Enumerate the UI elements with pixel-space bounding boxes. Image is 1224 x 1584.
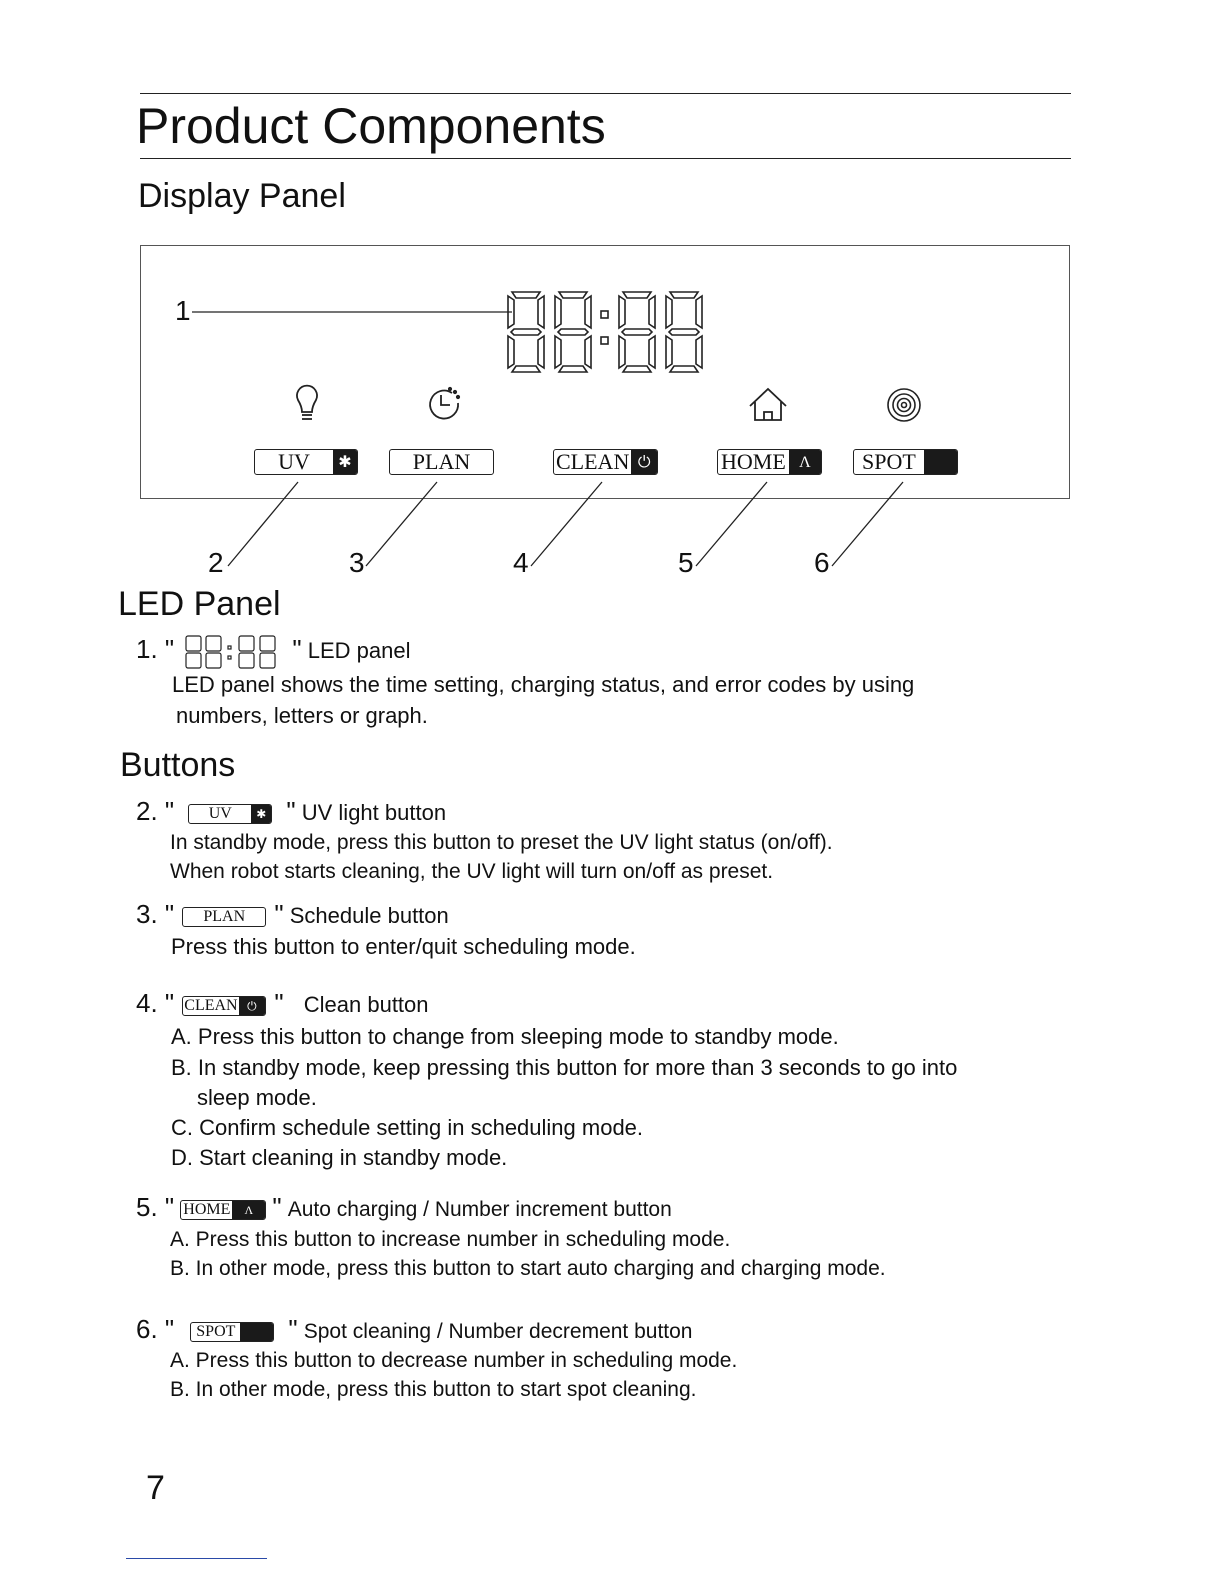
home-mini-label: HOME xyxy=(183,1201,231,1219)
spot-desc-line-1: A. Press this button to decrease number in scheduling mode. xyxy=(170,1349,738,1372)
callout-line-2 xyxy=(228,482,298,566)
led-item-label: LED panel xyxy=(307,637,411,663)
spot-desc-line-2: B. In other mode, press this button to start spot cleaning. xyxy=(170,1378,697,1401)
plan-item xyxy=(136,901,449,929)
plan-item-number: 3. " xyxy=(136,899,175,929)
plan-item-label: Schedule button xyxy=(289,903,449,928)
spot-down-icon xyxy=(924,450,957,474)
led-desc-line-1: LED panel shows the time setting, charging status, and error codes by using xyxy=(172,672,915,697)
clean-mini-label: CLEAN xyxy=(184,997,238,1015)
home-button-label: HOME xyxy=(721,449,786,474)
clean-mini-power-icon: ⏻ xyxy=(239,997,266,1015)
digit-4 xyxy=(666,292,702,372)
callout-line-5 xyxy=(696,482,767,566)
home-item xyxy=(136,1194,672,1223)
page-number: 7 xyxy=(146,1469,165,1507)
spot-mini-button xyxy=(190,1322,274,1342)
callout-3: 3 xyxy=(349,547,365,578)
spot-item-close-quote: " xyxy=(288,1314,298,1344)
uv-mini-button xyxy=(188,804,272,824)
uv-item-number: 2. " xyxy=(136,796,175,826)
home-item-close-quote: " xyxy=(272,1192,282,1222)
clean-item-close-quote: " xyxy=(274,988,284,1018)
callout-5: 5 xyxy=(678,547,694,578)
uv-button[interactable] xyxy=(254,449,358,475)
plan-item-close-quote: " xyxy=(274,899,284,929)
display-panel-heading: Display Panel xyxy=(138,177,346,215)
callout-line-3 xyxy=(366,482,437,566)
home-mini-button xyxy=(180,1200,266,1220)
callout-1: 1 xyxy=(175,295,191,326)
clean-button-label: CLEAN xyxy=(556,449,630,474)
clean-desc-line-2: B. In standby mode, keep pressing this button for more than 3 seconds to go into xyxy=(171,1055,958,1080)
clean-mini-button xyxy=(182,996,266,1016)
led-desc-line-2: numbers, letters or graph. xyxy=(176,703,428,728)
uv-desc-line-1: In standby mode, press this button to preset the UV light status (on/off). xyxy=(170,831,833,854)
home-desc-line-1: A. Press this button to increase number in scheduling mode. xyxy=(170,1228,731,1251)
led-item xyxy=(136,634,411,670)
clean-desc-line-1: A. Press this button to change from sleeping mode to standby mode. xyxy=(171,1024,839,1049)
plan-mini-button xyxy=(182,907,266,927)
seven-segment-display xyxy=(508,292,702,372)
spot-item-label: Spot cleaning / Number decrement button xyxy=(303,1320,693,1343)
clean-desc-line-4: C. Confirm schedule setting in scheduling mode. xyxy=(171,1115,644,1140)
uv-mini-label: UV xyxy=(208,805,232,823)
callout-4: 4 xyxy=(513,547,529,578)
spot-button-label: SPOT xyxy=(862,449,916,474)
callout-2: 2 xyxy=(208,547,224,578)
callout-line-4 xyxy=(531,482,602,566)
clean-item-number: 4. " xyxy=(136,988,175,1018)
clock-icon xyxy=(430,388,459,419)
callout-6: 6 xyxy=(814,547,830,578)
clean-item xyxy=(136,990,429,1018)
digit-1 xyxy=(508,292,544,372)
colon-top xyxy=(601,311,608,318)
digit-2 xyxy=(555,292,591,372)
colon-bottom xyxy=(601,337,608,344)
house-icon xyxy=(750,389,786,420)
plan-button-label: PLAN xyxy=(412,449,471,474)
uv-item-label: UV light button xyxy=(301,800,447,825)
spot-item-number: 6. " xyxy=(136,1314,175,1344)
page-title: Product Components xyxy=(136,98,606,154)
home-up-icon: Λ xyxy=(789,450,821,474)
digit-3 xyxy=(619,292,655,372)
home-item-label: Auto charging / Number increment button xyxy=(287,1198,672,1221)
clean-button[interactable] xyxy=(553,449,658,475)
bulb-icon xyxy=(297,386,317,419)
uv-desc-line-2: When robot starts cleaning, the UV light will turn on/off as preset. xyxy=(170,860,774,883)
callout-line-6 xyxy=(832,482,903,566)
home-desc-line-2: B. In other mode, press this button to start auto charging and charging mode. xyxy=(170,1257,886,1280)
spot-mini-down-icon xyxy=(240,1323,273,1341)
clean-power-icon: ⏻ xyxy=(631,450,657,474)
plan-desc-line-1: Press this button to enter/quit scheduling mode. xyxy=(171,934,636,959)
uv-item xyxy=(136,798,446,826)
led-item-close-quote: " xyxy=(292,633,302,664)
uv-sun-icon: ✱ xyxy=(333,450,357,474)
clean-desc-line-3: sleep mode. xyxy=(197,1085,317,1110)
buttons-heading: Buttons xyxy=(120,746,236,784)
footer-rule xyxy=(126,1558,267,1559)
home-item-number: 5. " xyxy=(136,1192,175,1222)
spiral-icon xyxy=(888,389,920,421)
home-mini-up-icon: Λ xyxy=(232,1201,265,1219)
spot-item xyxy=(136,1316,692,1345)
plan-button[interactable] xyxy=(389,449,494,475)
led-item-number: 1. " xyxy=(136,633,175,664)
clean-item-label: Clean button xyxy=(303,992,429,1017)
spot-mini-label: SPOT xyxy=(196,1323,236,1341)
led-panel-heading: LED Panel xyxy=(118,585,281,623)
plan-mini-label: PLAN xyxy=(203,908,246,926)
clean-desc-line-5: D. Start cleaning in standby mode. xyxy=(171,1145,508,1170)
uv-item-close-quote: " xyxy=(286,796,296,826)
home-button[interactable] xyxy=(717,449,822,475)
uv-button-label: UV xyxy=(278,449,310,474)
spot-button[interactable] xyxy=(853,449,958,475)
uv-mini-sun-icon: ✱ xyxy=(251,805,271,823)
mini-segment-icon xyxy=(184,634,282,670)
